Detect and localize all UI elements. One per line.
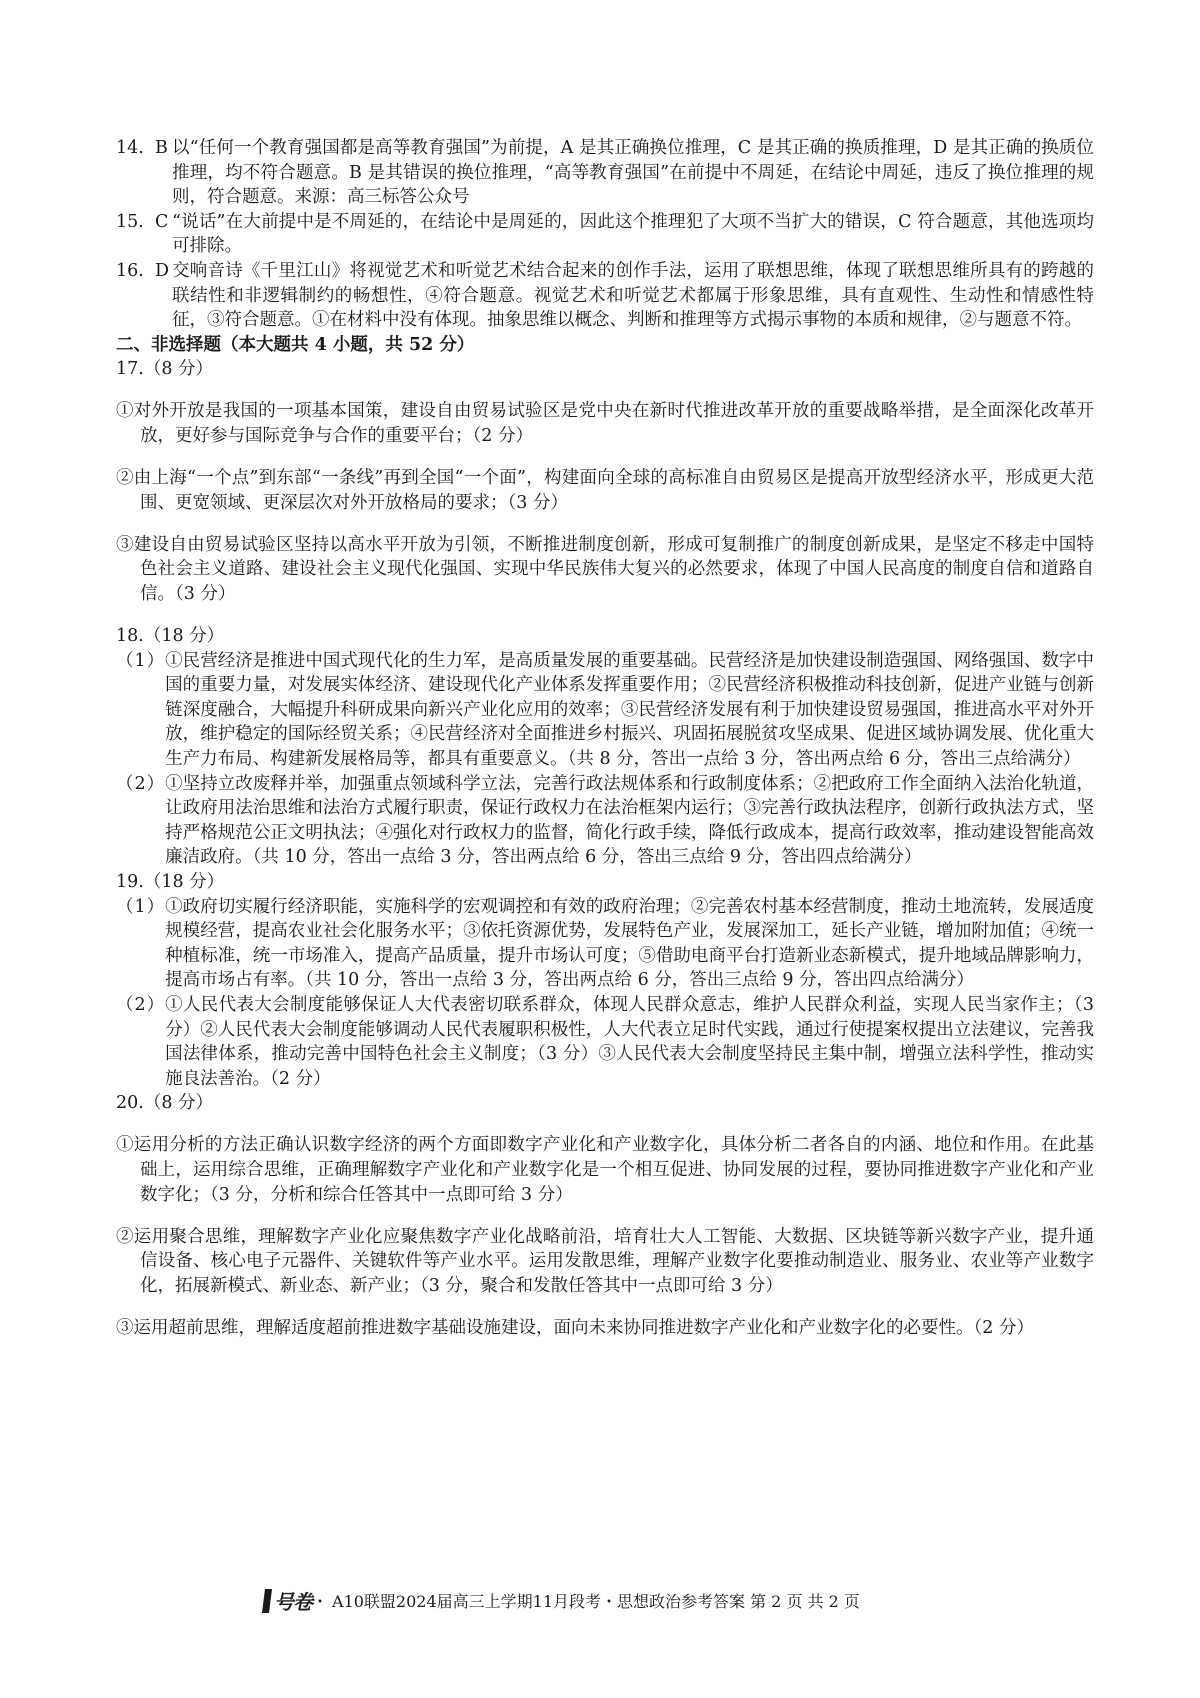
answer-explanation: “说话”在大前提中是不周延的，在结论中是周延的，因此这个推理犯了大项不当扩大的错误，C 符合题意，其他选项均可排除。 xyxy=(172,211,1094,257)
question-20-heading: 20.（8 分） xyxy=(116,1093,214,1114)
sub-answer xyxy=(116,895,1094,993)
sub-question-label: （1） xyxy=(116,650,166,671)
question-number: 15. C xyxy=(116,211,169,232)
sub-question-label: （2） xyxy=(116,773,166,794)
footer-text: A10联盟2024届高三上学期11月段考・思想政治参考答案 第 2 页 共 2 页 xyxy=(332,1592,860,1611)
sub-answer xyxy=(116,772,1094,870)
sub-answer-text: ①坚持立改废释并举，加强重点领域科学立法，完善行政法规体系和行政制度体系；②把政府工作全面纳入法治化轨道，让政府用法治思维和法治方式履行职责，保证行政权力在法治框架内运行；③完善行政执法程序，创新行政执法方式，坚持严格规范公正文明执法；④强化对行政权力的监督，简化行政手续，降低行政成本，提高行政效率，推动建设智能高效廉洁政府。（共 10 分，答出一点给 3 分，答出两点给 6 分，答出三点给 9 分，答出四点给满分） xyxy=(165,773,1094,868)
answer-point: ②由上海“一个点”到东部“一条线”再到全国“一个面”，构建面向全球的高标准自由贸易区是提高开放型经济水平，形成更大范围、更宽领域、更深层次对外开放格局的要求；（3 分） xyxy=(116,468,1094,513)
sub-answer-text: ①政府切实履行经济职能，实施科学的宏观调控和有效的政府治理；②完善农村基本经营制度，推动土地流转，发展适度规模经营，提高农业社会化服务水平；③依托资源优势，发展特色产业，发展深加工，延长产业链，增加附加值；④统一种植标准，统一市场准入，提高产品质量，提升市场认可度；⑤借助电商平台打造新业态新模式，提升地域品牌影响力，提高市场占有率。（共 10 分，答出一点给 3 分，答出两点给 6 分，答出三点给 9 分，答出四点给满分） xyxy=(165,896,1094,991)
answer-point: ③运用超前思维，理解适度超前推进数字基础设施建设，面向未来协同推进数字产业化和产业数字化的必要性。（2 分） xyxy=(116,1318,1034,1339)
answer-point: ②运用聚合思维，理解数字产业化应聚焦数字产业化战略前沿，培育壮大人工智能、大数据、区块链等新兴数字产业，提升通信设备、核心电子元器件、关键软件等产业水平。运用发散思维，理解产业数字化要推动制造业、服务业、农业等产业数字化，拓展新模式、新业态、新产业；（3 分，聚合和发散任答其中一点即可给 3 分） xyxy=(116,1226,1094,1296)
answer-key-content xyxy=(116,136,1094,1358)
section-heading: 二、非选择题（本大题共 4 小题，共 52 分） xyxy=(116,334,475,355)
question-number: 14. B xyxy=(116,138,168,158)
answer-point: ①运用分析的方法正确认识数字经济的两个方面即数字产业化和产业数字化，具体分析二者各自的内涵、地位和作用。在此基础上，运用综合思维，正确理解数字产业化和产业数字化是一个相互促进、协同发展的过程，要协同推进数字产业化和产业数字化；（3 分，分析和综合任答其中一点即可给 3 分） xyxy=(116,1135,1094,1205)
brush-stroke-icon xyxy=(260,1588,274,1614)
question-19-heading: 19.（18 分） xyxy=(116,872,225,893)
question-17-heading: 17.（8 分） xyxy=(116,359,214,380)
answer-14 xyxy=(116,136,1094,210)
answer-explanation: 以“任何一个教育强国都是高等教育强国”为前提，A 是其正确换位推理，C 是其正确的换质推理，D 是其正确的换质位推理，均不符合题意。B 是其错误的换位推理，“高等教育强国”在前提中不周延，在结论中周延，违反了换位推理的规则，符合题意。来源：高三标答公众号 xyxy=(172,138,1094,208)
sub-answer-text: ①人民代表大会制度能够保证人大代表密切联系群众，体现人民群众意志，维护人民群众利益，实现人民当家作主；（3 分）②人民代表大会制度能够调动人民代表履职积极性，人大代表立足时代实践，通过行使提案权提出立法建议，完善我国法律体系，推动完善中国特色社会主义制度；（3 分）③人民代表大会制度坚持民主集中制，增强立法科学性，推动实施良法善治。（2 分） xyxy=(165,995,1094,1089)
answer-point: ③建设自由贸易试验区坚持以高水平开放为引领，不断推进制度创新，形成可复制推广的制度创新成果，是坚定不移走中国特色社会主义道路、建设社会主义现代化强国、实现中华民族伟大复兴的必然要求，体现了中国人民高度的制度自信和道路自信。（3 分） xyxy=(116,534,1094,604)
brand-name: 号卷 xyxy=(274,1590,312,1614)
answer-16 xyxy=(116,259,1094,333)
brand-logo xyxy=(260,1586,328,1615)
question-18-heading: 18.（18 分） xyxy=(116,626,225,647)
separator-dot-icon: ・ xyxy=(312,1592,329,1611)
answer-point: ①对外开放是我国的一项基本国策，建设自由贸易试验区是党中央在新时代推进改革开放的重要战略举措，是全面深化改革开放，更好参与国际竞争与合作的重要平台；（2 分） xyxy=(116,401,1094,447)
answer-15 xyxy=(116,210,1094,259)
sub-question-label: （1） xyxy=(116,896,166,917)
sub-answer-text: ①民营经济是推进中国式现代化的生力军，是高质量发展的重要基础。民营经济是加快建设制造强国、网络强国、数字中国的重要力量，对发展实体经济、建设现代化产业体系发挥重要作用；②民营经济积极推动科技创新，促进产业链与创新链深度融合，大幅提升科研成果向新兴产业化应用的效率；③民营经济发展有利于加快建设贸易强国，推进高水平对外开放，维护稳定的国际经贸关系；④民营经济对全面推进乡村振兴、巩固拓展脱贫攻坚成果、促进区域协调发展、优化重大生产力布局、构建新发展格局等，都具有重要意义。（共 8 分，答出一点给 3 分，答出两点给 6 分，答出三点给满分） xyxy=(165,650,1094,770)
page-footer xyxy=(260,1586,860,1615)
answer-explanation: 交响音诗《千里江山》将视觉艺术和听觉艺术结合起来的创作手法，运用了联想思维，体现了联想思维所具有的跨越的联结性和非逻辑制约的畅想性，④符合题意。视觉艺术和听觉艺术都属于形象思维，具有直观性、生动性和情感性特征，③符合题意。①在材料中没有体现。抽象思维以概念、判断和推理等方式揭示事物的本质和规律，②与题意不符。 xyxy=(172,260,1094,331)
sub-answer xyxy=(116,649,1094,772)
sub-answer xyxy=(116,993,1094,1091)
question-number: 16. D xyxy=(116,260,169,281)
sub-question-label: （2） xyxy=(116,995,166,1015)
